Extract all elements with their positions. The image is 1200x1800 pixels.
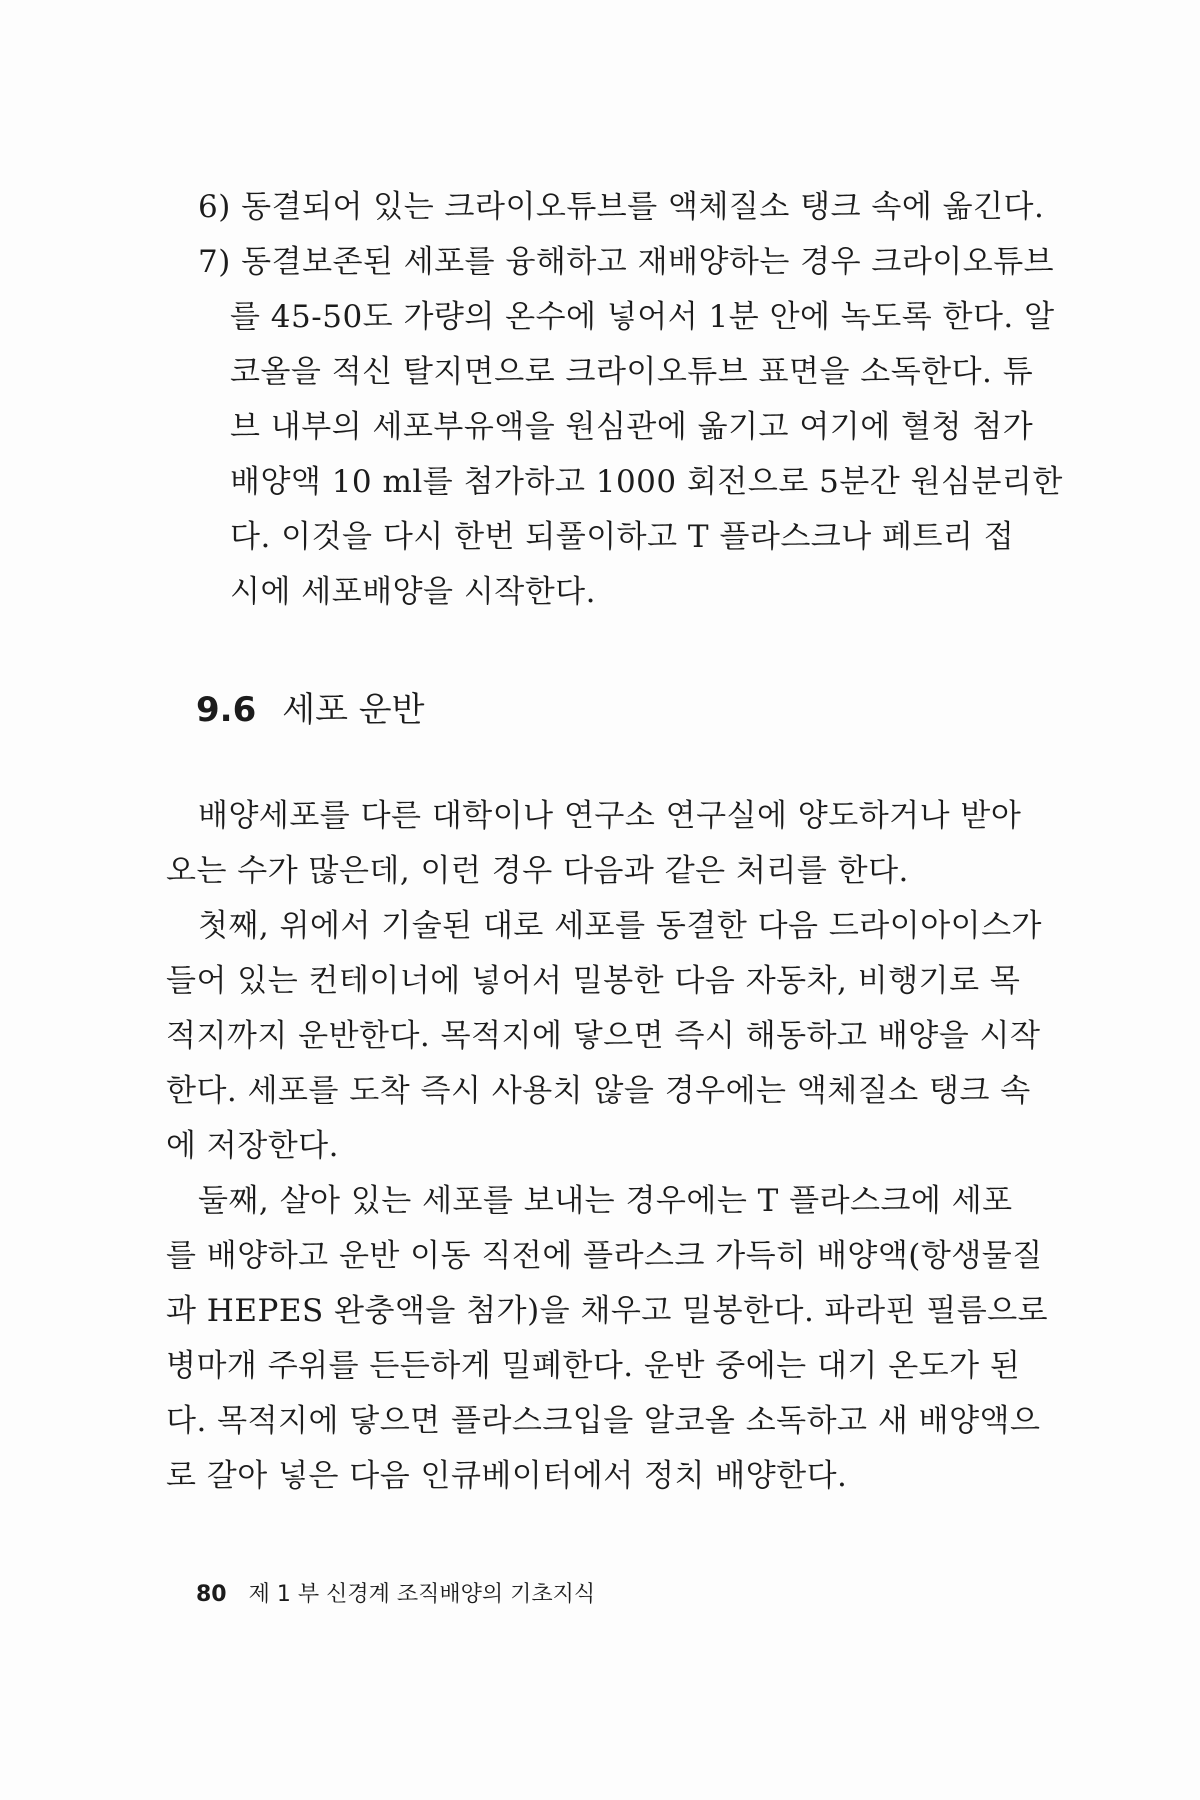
page-footer <box>196 1580 595 1610</box>
paragraph-2-line-2: 들어 있는 컨테이너에 넣어서 밀봉한 다음 자동차, 비행기로 목 <box>166 963 1021 999</box>
paragraph-3-line-4: 병마개 주위를 든든하게 밀폐한다. 운반 중에는 대기 온도가 된 <box>166 1348 1021 1384</box>
running-title: 제 1 부 신경계 조직배양의 기초지식 <box>248 1582 596 1607</box>
list-item-7-line-5: 배양액 10 ml를 첨가하고 1000 회전으로 5분간 원심분리한 <box>230 464 1063 500</box>
section-title: 세포 운반 <box>282 690 425 730</box>
paragraph-3-line-6: 로 갈아 넣은 다음 인큐베이터에서 정치 배양한다. <box>166 1458 848 1494</box>
paragraph-3-line-1: 둘째, 살아 있는 세포를 보내는 경우에는 T 플라스크에 세포 <box>198 1183 1013 1219</box>
paragraph-2-line-1: 첫째, 위에서 기술된 대로 세포를 동결한 다음 드라이아이스가 <box>198 908 1042 944</box>
paragraph-3-line-3: 과 HEPES 완충액을 첨가)을 채우고 밀봉한다. 파라핀 필름으로 <box>166 1293 1049 1329</box>
paragraph-2-line-5: 에 저장한다. <box>166 1128 339 1164</box>
paragraph-2-line-4: 한다. 세포를 도착 즉시 사용치 않을 경우에는 액체질소 탱크 속 <box>166 1073 1031 1109</box>
list-item-7-line-3: 코올을 적신 탈지면으로 크라이오튜브 표면을 소독한다. 튜 <box>230 354 1034 390</box>
paragraph-1-line-2: 오는 수가 많은데, 이런 경우 다음과 같은 처리를 한다. <box>166 853 909 889</box>
page-number: 80 <box>196 1582 227 1607</box>
list-item-7-line-7: 시에 세포배양을 시작한다. <box>230 574 596 610</box>
list-item-7-line-1: 7) 동결보존된 세포를 융해하고 재배양하는 경우 크라이오튜브 <box>198 244 1055 280</box>
list-item-7-line-2: 를 45-50도 가량의 온수에 넣어서 1분 안에 녹도록 한다. 알 <box>230 299 1055 335</box>
list-item-7-line-6: 다. 이것을 다시 한번 되풀이하고 T 플라스크나 페트리 접 <box>230 519 1015 555</box>
paragraph-3-line-2: 를 배양하고 운반 이동 직전에 플라스크 가득히 배양액(항생물질 <box>166 1238 1043 1274</box>
section-heading <box>196 688 424 732</box>
list-item-7-line-4: 브 내부의 세포부유액을 원심관에 옮기고 여기에 혈청 첨가 <box>230 409 1034 445</box>
section-number: 9.6 <box>196 690 257 730</box>
list-item-6-line-1: 6) 동결되어 있는 크라이오튜브를 액체질소 탱크 속에 옮긴다. <box>198 189 1045 225</box>
paragraph-2-line-3: 적지까지 운반한다. 목적지에 닿으면 즉시 해동하고 배양을 시작 <box>166 1018 1041 1054</box>
paragraph-3-line-5: 다. 목적지에 닿으면 플라스크입을 알코올 소독하고 새 배양액으 <box>166 1403 1041 1439</box>
paragraph-1-line-1: 배양세포를 다른 대학이나 연구소 연구실에 양도하거나 받아 <box>198 798 1022 834</box>
